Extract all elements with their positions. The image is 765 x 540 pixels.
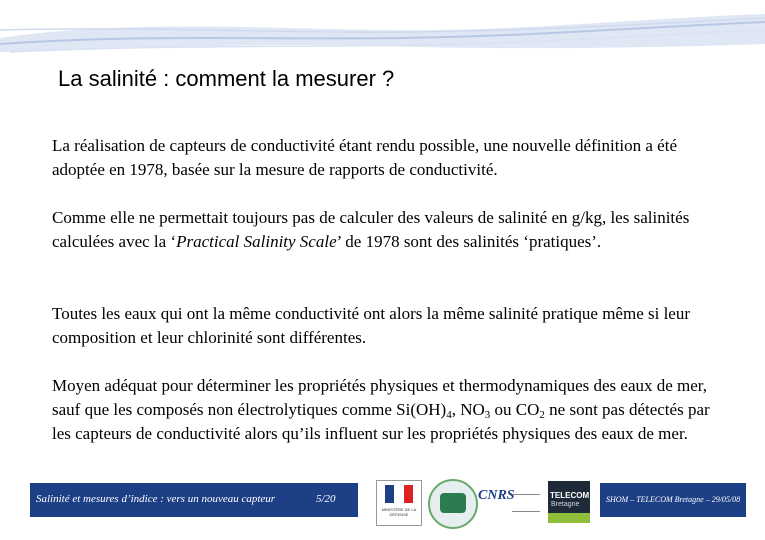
paragraph-adequate-means bbox=[52, 374, 732, 446]
footer-presentation-title: Salinité et mesures d’indice : vers un nouveau capteur bbox=[36, 493, 276, 505]
footer-credits-date: SHOM – TELECOM Bretagne – 29/05/08 bbox=[606, 495, 741, 504]
p4-text-a: Moyen adéquat pour déterminer les propriétés physiques et thermodynamiques des eaux de mer, sauf que les composés non électrolytiques comme Si(OH) bbox=[52, 376, 708, 419]
shom-logo bbox=[428, 479, 478, 529]
shom-logo-mark bbox=[440, 493, 466, 513]
paragraph-definition-1978: La réalisation de capteurs de conductivité étant rendu possible, une nouvelle définition a été adoptée en 1978, basée sur la mesure de rapports de conductivité. bbox=[52, 136, 677, 179]
footer-right-bar bbox=[600, 483, 746, 517]
ministry-defense-logo bbox=[376, 480, 422, 526]
footer-page-number: 5/20 bbox=[316, 493, 336, 505]
cnrs-logo-text: CNRS bbox=[478, 488, 515, 503]
p4-sub-4: 4 bbox=[446, 409, 452, 421]
cnrs-logo-subtext bbox=[512, 494, 540, 512]
paragraph-practical-salinity bbox=[52, 206, 732, 254]
p2-emphasis: Practical Salinity Scale bbox=[176, 232, 337, 251]
p4-sub-3: 3 bbox=[484, 409, 491, 421]
p4-text-d: ne sont pas détectés par les capteurs de conductivité alors qu’ils influent sur les propriétés physiques des eaux de mer. bbox=[52, 400, 710, 443]
p2-text-b: ’ de 1978 sont des salinités ‘pratiques’. bbox=[336, 232, 602, 251]
cnrs-logo bbox=[478, 484, 542, 520]
p4-text-c: ou CO bbox=[490, 400, 540, 419]
slide-title: La salinité : comment la mesurer ? bbox=[58, 66, 395, 91]
p2-text-a: Comme elle ne permettait toujours pas de calculer des valeurs de salinité en g/kg, les salinités calculées avec la ‘ bbox=[52, 208, 690, 251]
p4-text-b: , NO bbox=[451, 400, 485, 419]
paragraph-same-conductivity: Toutes les eaux qui ont la même conductivité ont alors la même salinité pratique même si leur composition et leur chlorinité sont différentes. bbox=[52, 304, 691, 347]
footer-left-bar bbox=[30, 483, 358, 517]
ministry-logo-label: MINISTÈRE DE LA DÉFENSE bbox=[381, 507, 417, 517]
french-flag-icon bbox=[385, 485, 413, 503]
telecom-bretagne-logo bbox=[548, 481, 590, 523]
telecom-logo-band bbox=[548, 513, 590, 523]
telecom-logo-text: TELECOM bbox=[550, 491, 590, 500]
header-wave-decoration bbox=[0, 0, 765, 70]
telecom-logo-subtext: Bretagne bbox=[551, 501, 580, 508]
p4-sub-2: 2 bbox=[539, 409, 545, 421]
